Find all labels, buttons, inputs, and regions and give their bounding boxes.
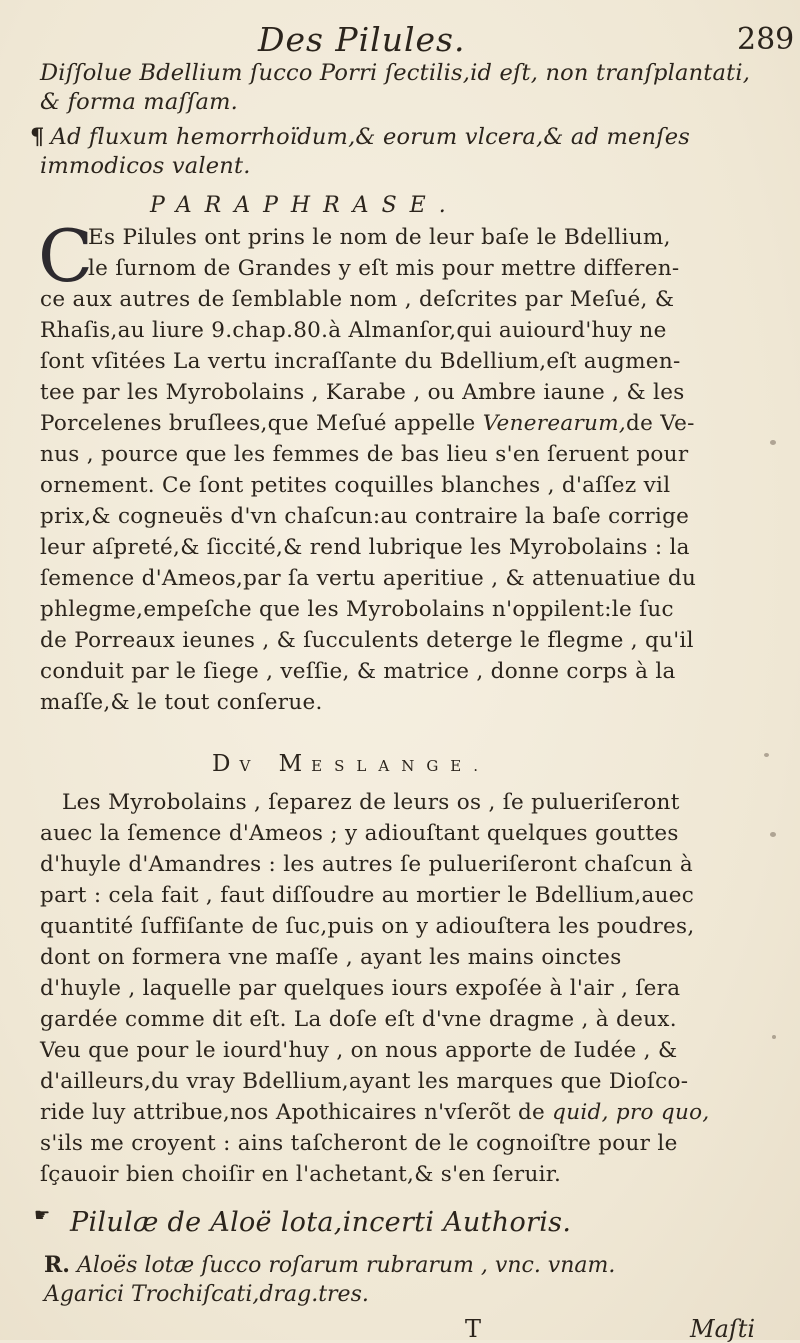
text-line bbox=[40, 411, 695, 436]
text-segment: ride luy attribue,nos Apothicaires n'vſerõt de bbox=[40, 1100, 553, 1125]
heading-letter: M bbox=[278, 751, 312, 777]
text-line: maſſe,& le tout conſerue. bbox=[40, 690, 323, 715]
text-line: part : cela fait , faut diſſoudre au mortier le Bdellium,auec bbox=[40, 883, 695, 908]
text-line bbox=[40, 1100, 710, 1125]
virtues-line bbox=[30, 124, 690, 150]
heading-letter: ESLANGE. bbox=[311, 757, 491, 775]
text-line: d'huyle , laquelle par quelques iours expoſée à l'air , ſera bbox=[40, 976, 681, 1001]
recipe-line: Agarici Trochiſcati,drag.tres. bbox=[44, 1282, 369, 1307]
signature-mark: T bbox=[465, 1315, 482, 1343]
text-line: d'huyle d'Amandres : les autres ſe pulueriſeront chaſcun à bbox=[40, 852, 693, 877]
pilcrow-mark: ¶ bbox=[30, 124, 45, 150]
heading-letter: V bbox=[239, 757, 263, 775]
text-line: gardée comme dit eſt. La doſe eſt d'vne dragme , à deux. bbox=[40, 1007, 677, 1032]
recipe-text: Aloës lotæ ſucco roſarum rubrarum , vnc. vnam. bbox=[76, 1253, 616, 1278]
formula-line: Diſſolue Bdellium ſucco Porri ſectilis,id eſt, non tranſplantati, bbox=[40, 60, 751, 86]
heading-letter: D bbox=[212, 751, 240, 777]
text-segment: Porcelenes bruſlees,que Meſué appelle bbox=[40, 411, 483, 436]
text-line: dont on formera vne maſſe , ayant les mains oinctes bbox=[40, 945, 622, 970]
recipe-symbol: R. bbox=[44, 1252, 70, 1278]
text-line: nus , pource que les femmes de bas lieu s'en ſeruent pour bbox=[40, 442, 689, 467]
text-line: conduit par le ſiege , veſſie, & matrice , donne corps à la bbox=[40, 659, 676, 684]
formula-line: & forma maſſam. bbox=[40, 89, 239, 115]
text-line: leur aſpreté,& ſiccité,& rend lubrique les Myrobolains : la bbox=[40, 535, 690, 560]
text-line: ce aux autres de ſemblable nom , deſcrites par Meſué, & bbox=[40, 287, 675, 312]
text-line: ornement. Ce ſont petites coquilles blanches , d'aſſez vil bbox=[40, 473, 671, 498]
page-header bbox=[0, 20, 800, 60]
mixing-heading bbox=[212, 751, 490, 777]
running-title: Des Pilules. bbox=[258, 20, 466, 59]
ink-speck bbox=[764, 753, 769, 757]
italic-term: Venerearum, bbox=[482, 411, 627, 436]
text-line: Les Myrobolains , ſeparez de leurs os , ſe pulueriſeront bbox=[62, 790, 680, 815]
text-line: Es Pilules ont prins le nom de leur baſe le Bdellium, bbox=[88, 225, 671, 250]
page-number: 289 bbox=[737, 22, 795, 57]
pointing-hand-icon: ☛ bbox=[34, 1205, 51, 1226]
text-segment: de Ve- bbox=[626, 411, 695, 436]
text-line: Veu que pour le iourd'huy , on nous apporte de Iudée , & bbox=[40, 1038, 678, 1063]
virtues-line: immodicos valent. bbox=[40, 153, 251, 179]
text-line: quantité ſuffiſante de ſuc,puis on y adiouſtera les poudres, bbox=[40, 914, 695, 939]
text-line: Rhaſis,au liure 9.chap.80.à Almanſor,qui auiourd'huy ne bbox=[40, 318, 667, 343]
text-line: ſont vſitées La vertu incraſſante du Bdellium,eſt augmen- bbox=[40, 349, 681, 374]
recipe-title: Pilulæ de Aloë lota,incerti Authoris. bbox=[70, 1207, 572, 1238]
paraphrase-heading: PARAPHRASE. bbox=[150, 193, 459, 218]
ink-speck bbox=[772, 1035, 776, 1039]
virtues-text: Ad fluxum hemorrhoïdum,& eorum vlcera,& ad menſes bbox=[50, 124, 691, 150]
text-line: de Porreaux ieunes , & ſucculents deterge le flegme , qu'il bbox=[40, 628, 694, 653]
text-line: prix,& cogneuës d'vn chaſcun:au contraire la baſe corrige bbox=[40, 504, 690, 529]
text-line: s'ils me croyent : ains taſcheront de le cognoiſtre pour le bbox=[40, 1131, 678, 1156]
drop-cap: C bbox=[38, 214, 94, 298]
ink-speck bbox=[770, 832, 776, 837]
text-line: tee par les Myrobolains , Karabe , ou Ambre iaune , & les bbox=[40, 380, 685, 405]
text-line: ſemence d'Ameos,par ſa vertu aperitiue , & attenuatiue du bbox=[40, 566, 697, 591]
catchword: Maſti bbox=[690, 1315, 756, 1343]
ink-speck bbox=[770, 440, 776, 445]
italic-term: quid, pro quo, bbox=[552, 1100, 710, 1125]
text-line: le ſurnom de Grandes y eſt mis pour mettre differen- bbox=[88, 256, 680, 281]
text-line: auec la ſemence d'Ameos ; y adiouſtant quelques gouttes bbox=[40, 821, 679, 846]
text-line: ſçauoir bien choiſir en l'achetant,& s'en ſeruir. bbox=[40, 1162, 562, 1187]
text-line: d'ailleurs,du vray Bdellium,ayant les marques que Dioſco- bbox=[40, 1069, 689, 1094]
text-line: phlegme,empeſche que les Myrobolains n'oppilent:le ſuc bbox=[40, 597, 674, 622]
recipe-line bbox=[44, 1252, 615, 1278]
